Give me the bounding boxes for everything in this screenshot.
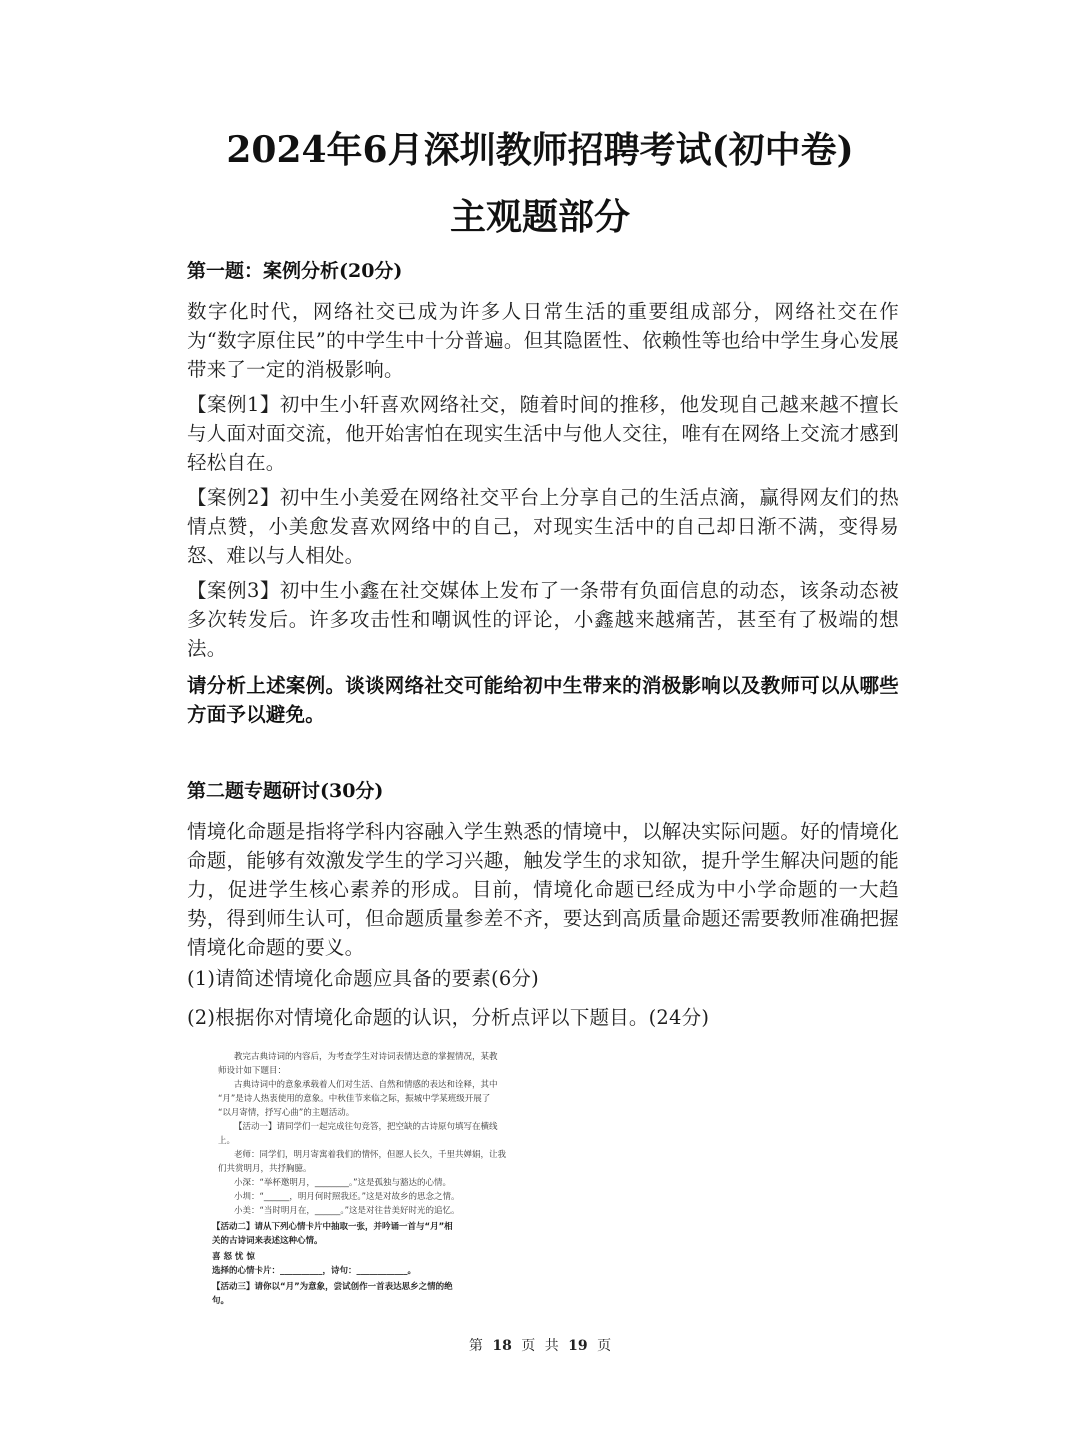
- case-3-text: 初中生小鑫在社交媒体上发布了一条带有负面信息的动态，该条动态被多次转发后。许多攻击性和嘲讽性的评论，小鑫越来越痛苦，甚至有了极端的想法。: [187, 579, 899, 660]
- figure-line: 关的古诗词来表述这种心情。: [212, 1236, 323, 1246]
- page-subtitle: 主观题部分: [449, 196, 630, 238]
- page-title: 2024年6月深圳教师招聘考试(初中卷): [226, 129, 854, 171]
- figure-line: 小深：“举杯邀明月，________。”这是孤独与豁达的心情。: [234, 1178, 452, 1188]
- case-1-tag: 【案例1】: [187, 393, 280, 416]
- figure-line: 小美：“当时明月在，______。”这是对往昔美好时光的追忆。: [234, 1206, 460, 1216]
- embedded-question-image: [188, 1040, 507, 1312]
- question-2-sub-2: (2)根据你对情境化命题的认识，分析点评以下题目。(24分): [187, 1006, 710, 1029]
- figure-line: 老师：同学们，明月寄寓着我们的情怀，但愿人长久，千里共婵娟，让我: [234, 1150, 507, 1160]
- figure-line: “月”是诗人热衷使用的意象。中秋佳节来临之际，振城中学某班级开展了: [218, 1094, 491, 1104]
- footer-suffix: 页: [597, 1338, 612, 1354]
- figure-line: 教完古典诗词的内容后，为考查学生对诗词表情达意的掌握情况，某教: [234, 1052, 498, 1062]
- case-1-text: 初中生小轩喜欢网络社交，随着时间的推移，他发现自己越来越不擅长与人面对面交流，他开始害怕在现实生活中与他人交往，唯有在网络上交流才感到轻松自在。: [187, 393, 899, 474]
- figure-line: “以月寄情，抒写心曲”的主题活动。: [218, 1108, 355, 1118]
- figure-line: 们共赏明月，共抒胸臆。: [218, 1164, 312, 1174]
- case-2-tag: 【案例2】: [187, 486, 280, 509]
- figure-line: 古典诗词中的意象承载着人们对生活、自然和情感的表达和诠释，其中: [234, 1080, 498, 1090]
- figure-line: 小圳：“______，明月何时照我还。”这是对故乡的思念之情。: [234, 1192, 460, 1202]
- figure-line: 上。: [218, 1136, 236, 1146]
- case-3-tag: 【案例3】: [187, 579, 280, 602]
- figure-line: 喜 怒 忧 惊: [212, 1252, 255, 1262]
- case-2-text: 初中生小美爱在网络社交平台上分享自己的生活点滴，赢得网友们的热情点赞，小美愈发喜欢网络中的自己，对现实生活中的自己却日渐不满，变得易怒、难以与人相处。: [187, 486, 899, 567]
- question-1-heading: 第一题：案例分析(20分): [187, 260, 403, 282]
- case-2-paragraph: [187, 483, 899, 570]
- figure-line: 【活动一】请同学们一起完成往句竞答，把空缺的古诗原句填写在横线: [234, 1122, 498, 1132]
- page-footer: [0, 1336, 1080, 1356]
- figure-line: 【活动二】请从下列心情卡片中抽取一张，并吟诵一首与“月”相: [212, 1222, 453, 1232]
- question-1-prompt: 请分析上述案例。谈谈网络社交可能给初中生带来的消极影响以及教师可以从哪些方面予以避免。: [187, 674, 899, 726]
- figure-line: 选择的心情卡片：__________，诗句：____________。: [212, 1266, 417, 1276]
- question-1-intro: 数字化时代，网络社交已成为许多人日常生活的重要组成部分，网络社交在作为“数字原住民”的中学生中十分普遍。但其隐匿性、依赖性等也给中学生身心发展带来了一定的消极影响。: [187, 300, 899, 381]
- case-3-paragraph: [187, 576, 899, 663]
- question-2-heading: 第二题专题研讨(30分): [187, 780, 384, 802]
- footer-middle: 页 共: [521, 1338, 559, 1354]
- question-2-sub-1: (1)请简述情境化命题应具备的要素(6分): [187, 967, 539, 990]
- figure-line: 师设计如下题目：: [218, 1066, 287, 1076]
- figure-line: 句。: [212, 1296, 230, 1306]
- figure-line: 【活动三】请你以“月”为意象，尝试创作一首表达思乡之情的绝: [212, 1282, 453, 1292]
- total-page-count: 19: [568, 1338, 588, 1354]
- case-1-paragraph: [187, 390, 899, 477]
- current-page-number: 18: [492, 1338, 512, 1354]
- question-2-intro: 情境化命题是指将学科内容融入学生熟悉的情境中，以解决实际问题。好的情境化命题，能够有效激发学生的学习兴趣，触发学生的求知欲，提升学生解决问题的能力，促进学生核心素养的形成。目前，情境化命题已经成为中小学命题的一大趋势，得到师生认可，但命题质量参差不齐，要达到高质量命题还需要教师准确把握情境化命题的要义。: [187, 820, 899, 959]
- footer-prefix: 第: [468, 1338, 483, 1354]
